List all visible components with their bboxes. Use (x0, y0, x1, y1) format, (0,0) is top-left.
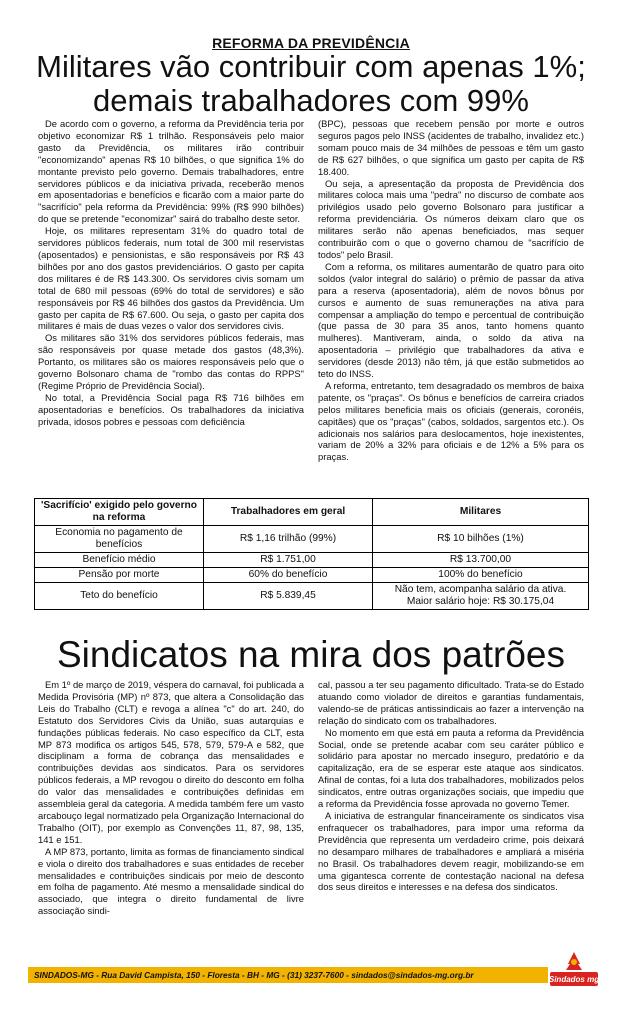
table-cell: 100% do benefício (373, 568, 589, 583)
paragraph: No total, a Previdência Social paga R$ 716 bilhões em aposentadorias e benefícios. Os trabalhadores da iniciativa privada, idosos pobres e pessoas com deficiência (38, 391, 304, 427)
paragraph: cal, passou a ter seu pagamento dificultado. Trata-se do Estado atuando como violador de direitos e garantias fundamentais, valendo-se de práticas antissindicais ao fazer a intervenção na relação do sindicato com os trabalhadores. (318, 679, 584, 726)
table-cell: Benefício médio (35, 553, 204, 568)
logo-text: Sindados mg (548, 975, 600, 984)
table-row (35, 553, 589, 568)
paragraph: Em 1º de março de 2019, véspera do carnaval, foi publicada a Medida Provisória (MP) nº 873, que altera a Consolidação das Leis do Trabalho (CLT) e revoga a alínea "c" do art. 240, do Estatuto dos Servidores Civis da União, suas autarquias e fundações públicas federais. No caso específico da CLT, esta MP 873 modifica os artigos 545, 578, 579, 579-A e 582, que disciplinam a forma de cobrança das mensalidades e contribuições devidas aos sindicatos. Para os servidores públicos federais, a MP revogou o direito do desconto em folha do valor das mensalidades e contribuições definidas em assembleia geral da categoria. A medida também fere um vasto arcabouço legal normatizado pela Organização Internacional do Trabalho (OIT), por exemplo as Convenções 11, 87, 98, 135, 141 e 151. (38, 679, 304, 845)
table-cell: R$ 5.839,45 (204, 583, 373, 610)
paragraph: No momento em que está em pauta a reforma da Previdência Social, onde se pretende acabar com seu caráter público e solidário para apostar no mercado inseguro, predatório e da capitalização, era de se esperar este ataque aos sindicatos. Afinal de contas, foi a luta dos trabalhadores, mobilizados pelos sindicatos, entre outras organizações sociais, que impediu que a reforma da Previdência fosse aprovada no governo Temer. (318, 726, 584, 810)
table-cell: R$ 1,16 trilhão (99%) (204, 526, 373, 553)
paragraph: A reforma, entretanto, tem desagradado os membros de baixa patente, os "praças". Os bônus e benefícios de carreira criados pelos militares beneficia mais os oficiais (generais, coronéis, capitães) que os "praças" (cabos, soldados, sargentos etc.). Os adicionais nos salários para deslocamentos, hoje inexistentes, variam de 20% a 32% para oficiais e de 12% a 5% para os praças. (318, 379, 584, 463)
table-cell: R$ 1.751,00 (204, 553, 373, 568)
comparison-table (34, 498, 589, 610)
table-cell: 60% do benefício (204, 568, 373, 583)
table-header: Trabalhadores em geral (204, 499, 373, 526)
table-header: 'Sacrifício' exigido pelo governo na reforma (35, 499, 204, 526)
table-row (35, 583, 589, 610)
article-sindicatos (38, 679, 584, 962)
table-cell: Pensão por morte (35, 568, 204, 583)
table-row (35, 568, 589, 583)
sindados-logo (548, 950, 600, 992)
article-column-right (318, 679, 584, 962)
article-militares (38, 118, 584, 494)
paragraph: Com a reforma, os militares aumentarão de quatro para oito soldos (valor integral do salário) o prêmio de passar da ativa para a reserva (aposentadoria), além de novos bônus por cursos e aumento de suas remunerações na ativa para compensar a ampliação do tempo e percentual de contribuição (que passa de 30 para 35 anos, tanto homens quanto mulheres). Mantiveram, ainda, o soldo da ativa na aposentadoria – privilégio que trabalhadores da ativa e servidores (desde 2013) não têm, já que estão submetidos ao teto do INSS. (318, 260, 584, 380)
table-cell (373, 583, 589, 610)
paragraph: A MP 873, portanto, limita as formas de financiamento sindical e viola o direito dos trabalhadores e suas entidades de receber mensalidades e contribuições sindicais por meio de desconto em folha de pagamento. Até mesmo a mensalidade sindical do associado, que integra o direito fundamental de livre associação sindi- (38, 845, 304, 917)
table-cell: Teto do benefício (35, 583, 204, 610)
second-headline: Sindicatos na mira dos patrões (57, 634, 565, 675)
paragraph: Hoje, os militares representam 31% do quadro total de servidores públicos federais, num total de 300 mil reservistas (aposentados) e pensionistas, e são responsáveis por R$ 43 bilhões por ano dos gastos previdenciários. O gasto per capita dos militares é de R$ 143.300. Os servidores civis somam um total de 680 mil pessoas (69% do total de servidores) e são responsáveis por R$ 46 bilhões dos gastos da Previdência. Um gasto per capita de R$ 67.600. Ou seja, o gasto per capita dos militares é mais de duas vezes o valor dos servidores civis. (38, 225, 304, 332)
article-column-left (38, 679, 304, 962)
paragraph: A iniciativa de estrangular financeiramente os sindicatos visa enfraquecer os trabalhadores, para impor uma reforma da Previdência que representa um verdadeiro crime, pois deixará no desamparo milhares de trabalhadores e ampliará a miséria no Brasil. Os trabalhadores devem reagir, mobilizando-se em uma gigantesca corrente de contestação nacional na defesa dos seus direitos e interesses e na defesa dos sindicatos. (318, 809, 584, 893)
table-header: Militares (373, 499, 589, 526)
paragraph: Ou seja, a apresentação da proposta de Previdência dos militares coloca mais uma "pedra" no discurso de combate aos privilégios usado pelo governo Bolsonaro para justificar a reforma previdenciária. Os números deixam claro que os militares serão não apenas beneficiados, mas sequer contribuirão com o que o governo chamou de "sacrifício de todos" pelo Brasil. (318, 177, 584, 260)
article-column-left (38, 118, 304, 494)
table-header-row (35, 499, 589, 526)
table-cell-line: Não tem, acompanha salário da ativa. (394, 584, 567, 595)
paragraph: De acordo com o governo, a reforma da Previdência teria por objetivo economizar R$ 1 trilhão. Responsáveis pelo maior gasto da Previdência, os militares irão contribuir "economizando" apenas R$ 10 bilhões, o que significa 1% do montante previsto pelo governo. Demais trabalhadores, entre servidores públicos e da iniciativa privada, receberão menos em aposentadorias e benefícios e ficarão com a maior parte do "sacrifício" pela reforma da Previdência: 99% (R$ 990 bilhões) do que se pretende "economizar" sairá do trabalho deste setor. (38, 118, 304, 225)
main-headline: Militares vão contribuir com apenas 1%; demais trabalhadores com 99% (36, 49, 586, 118)
table-row (35, 526, 589, 553)
article-column-right (318, 118, 584, 494)
footer-contact-bar: SINDADOS-MG - Rua David Campista, 150 - Floresta - BH - MG - (31) 3237-7600 - sindados@sindados-mg.org.br (28, 967, 548, 983)
section-kicker: REFORMA DA PREVIDÊNCIA (212, 35, 410, 51)
table-cell: R$ 10 bilhões (1%) (373, 526, 589, 553)
paragraph: (BPC), pessoas que recebem pensão por morte e outros seguros pagos pelo INSS (acidentes de trabalho, invalidez etc.) somam pouco mais de 34 milhões de pessoas e têm um gasto de R$ 627 bilhões, o que significa um gasto per capita de R$ 18.400. (318, 118, 584, 177)
table-cell: Economia no pagamento de benefícios (35, 526, 204, 553)
sindados-logo-icon (548, 950, 600, 992)
table-cell: R$ 13.700,00 (373, 553, 589, 568)
table-cell-line: Maior salário hoje: R$ 30.175,04 (406, 596, 555, 607)
paragraph: Os militares são 31% dos servidores públicos federais, mas são responsáveis por quase metade dos gastos (48,3%). Portanto, os militares são os maiores responsáveis pelo que o governo Bolsonaro chama de "rombo das contas do RPPS" (Regime Próprio de Previdência Social). (38, 332, 304, 391)
